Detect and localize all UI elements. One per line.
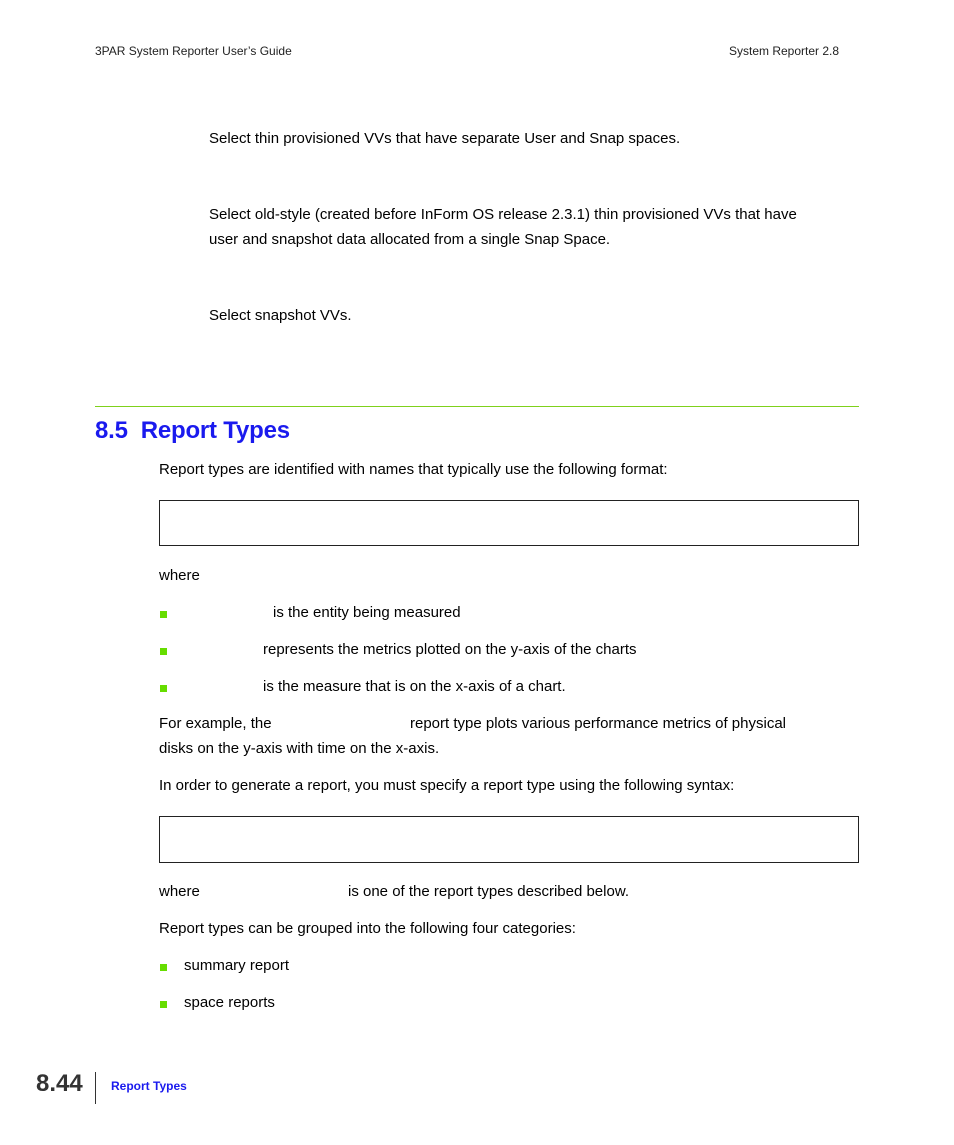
categories-intro: Report types can be grouped into the following four categories: <box>159 920 576 937</box>
example-text-end: report type plots various performance metrics of physical <box>410 715 786 732</box>
where-description-2: is one of the report types described below. <box>348 883 630 900</box>
option-description-old-style-line1: Select old-style (created before InForm OS release 2.3.1) thin provisioned VVs that have <box>209 206 797 223</box>
running-header-left: 3PAR System Reporter User’s Guide <box>95 44 292 58</box>
where-label: where <box>159 567 200 584</box>
section-heading <box>95 417 290 445</box>
where-label-2: where <box>159 883 200 900</box>
example-text-start: For example, the <box>159 715 272 732</box>
section-number: 8.5 <box>95 417 128 444</box>
section-title: Report Types <box>140 417 290 444</box>
section-divider <box>95 406 859 407</box>
bullet-entity: is the entity being measured <box>273 604 461 621</box>
example-text-line2: disks on the y-axis with time on the x-axis. <box>159 740 440 757</box>
category-summary: summary report <box>184 957 290 974</box>
footer-divider <box>95 1072 96 1104</box>
syntax-code-box <box>159 816 859 863</box>
bullet-square-icon <box>160 964 167 971</box>
syntax-intro: In order to generate a report, you must specify a report type using the following syntax: <box>159 777 735 794</box>
page-number: 8.44 <box>36 1070 83 1097</box>
option-description-old-style-line2: user and snapshot data allocated from a single Snap Space. <box>209 231 611 248</box>
option-description-thin: Select thin provisioned VVs that have separate User and Snap spaces. <box>209 130 681 147</box>
intro-paragraph: Report types are identified with names that typically use the following format: <box>159 461 668 478</box>
bullet-x-axis: is the measure that is on the x-axis of a chart. <box>263 678 566 695</box>
bullet-square-icon <box>160 685 167 692</box>
bullet-square-icon <box>160 1001 167 1008</box>
footer-section-link[interactable]: Report Types <box>111 1079 187 1093</box>
bullet-y-axis: represents the metrics plotted on the y-axis of the charts <box>263 641 637 658</box>
bullet-square-icon <box>160 611 167 618</box>
option-description-snapshot: Select snapshot VVs. <box>209 307 352 324</box>
category-space: space reports <box>184 994 275 1011</box>
format-code-box <box>159 500 859 546</box>
running-header-right: System Reporter 2.8 <box>729 44 840 58</box>
bullet-square-icon <box>160 648 167 655</box>
